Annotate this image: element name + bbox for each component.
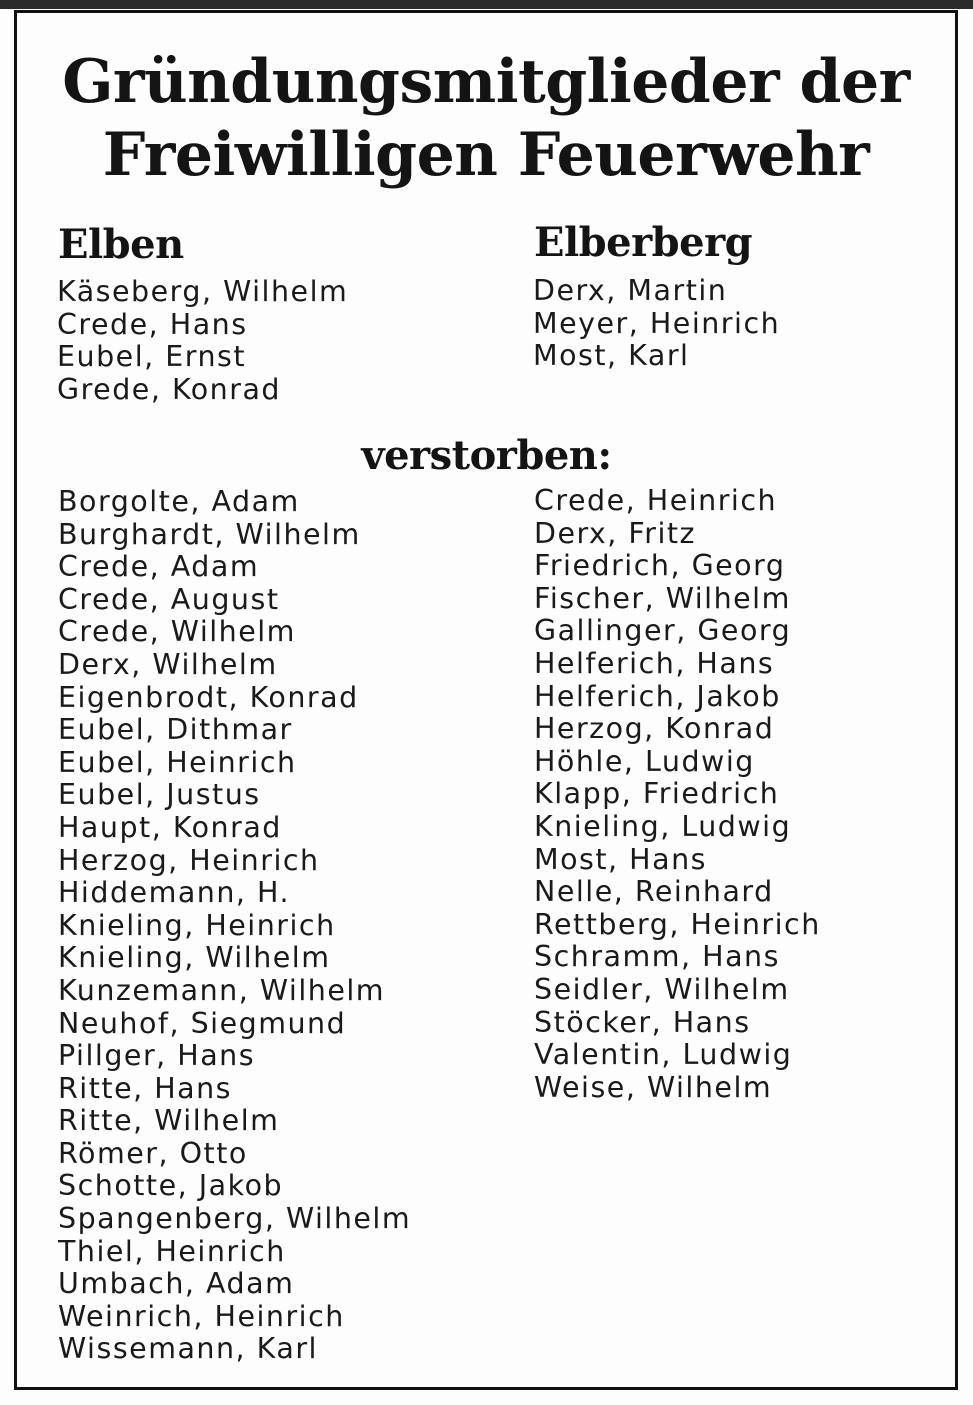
deceased-member-name: Haupt, Konrad xyxy=(58,810,282,844)
deceased-member-name: Kunzemann, Wilhelm xyxy=(58,973,386,1007)
deceased-member-name: Spangenberg, Wilhelm xyxy=(58,1202,412,1236)
deceased-member-name: Wissemann, Karl xyxy=(58,1332,318,1366)
deceased-member-name: Helferich, Hans xyxy=(534,646,775,680)
deceased-member-name: Knieling, Wilhelm xyxy=(58,941,331,975)
page-title-line-2: Freiwilligen Feuerwehr xyxy=(102,120,870,190)
deceased-member-name: Neuhof, Siegmund xyxy=(58,1006,347,1040)
deceased-list-right xyxy=(534,485,821,1104)
member-list-elben xyxy=(57,276,348,406)
deceased-member-name: Valentin, Ludwig xyxy=(534,1038,793,1072)
deceased-member-name: Höhle, Ludwig xyxy=(534,744,755,778)
deceased-member-name: Herzog, Konrad xyxy=(534,712,775,746)
member-name: Meyer, Heinrich xyxy=(533,306,781,340)
deceased-member-name: Eubel, Dithmar xyxy=(58,713,293,747)
member-name: Crede, Hans xyxy=(57,307,248,341)
member-name: Most, Karl xyxy=(533,339,690,373)
deceased-member-name: Most, Hans xyxy=(534,842,707,876)
deceased-member-name: Derx, Fritz xyxy=(534,516,697,550)
deceased-list-left xyxy=(58,486,411,1366)
member-name: Käseberg, Wilhelm xyxy=(57,275,349,308)
deceased-member-name: Knieling, Heinrich xyxy=(58,908,336,942)
deceased-member-name: Crede, Heinrich xyxy=(534,484,778,517)
deceased-member-name: Eubel, Justus xyxy=(58,778,261,812)
deceased-member-name: Eubel, Heinrich xyxy=(58,745,297,779)
deceased-member-name: Burghardt, Wilhelm xyxy=(58,517,361,551)
deceased-member-name: Borgolte, Adam xyxy=(58,485,300,518)
deceased-member-name: Thiel, Heinrich xyxy=(58,1234,286,1268)
deceased-member-name: Stöcker, Hans xyxy=(534,1005,751,1039)
member-name: Derx, Martin xyxy=(533,274,728,307)
deceased-member-name: Herzog, Heinrich xyxy=(58,843,320,877)
deceased-member-name: Fischer, Wilhelm xyxy=(534,581,791,615)
deceased-member-name: Rettberg, Heinrich xyxy=(534,907,821,941)
deceased-member-name: Pillger, Hans xyxy=(58,1039,256,1073)
deceased-member-name: Ritte, Wilhelm xyxy=(58,1104,280,1138)
deceased-member-name: Crede, August xyxy=(58,582,280,616)
member-name: Eubel, Ernst xyxy=(57,340,247,374)
member-name: Grede, Konrad xyxy=(57,372,281,406)
section-heading-deceased: verstorben: xyxy=(361,432,612,479)
deceased-member-name: Seidler, Wilhelm xyxy=(534,972,790,1006)
deceased-member-name: Helferich, Jakob xyxy=(534,679,781,713)
scan-edge xyxy=(0,0,973,9)
deceased-member-name: Schotte, Jakob xyxy=(58,1169,284,1203)
deceased-member-name: Nelle, Reinhard xyxy=(534,875,774,909)
deceased-member-name: Crede, Wilhelm xyxy=(58,615,296,649)
deceased-member-name: Eigenbrodt, Konrad xyxy=(58,680,359,714)
deceased-member-name: Weinrich, Heinrich xyxy=(58,1299,345,1333)
deceased-member-name: Hiddemann, H. xyxy=(58,876,291,910)
deceased-member-name: Schramm, Hans xyxy=(534,940,780,974)
section-heading-elben: Elben xyxy=(58,221,184,268)
deceased-member-name: Klapp, Friedrich xyxy=(534,777,780,811)
deceased-member-name: Knieling, Ludwig xyxy=(534,809,792,843)
deceased-member-name: Weise, Wilhelm xyxy=(534,1070,773,1104)
deceased-member-name: Gallinger, Georg xyxy=(534,614,792,648)
deceased-member-name: Crede, Adam xyxy=(58,550,260,584)
page-title-line-1: Gründungsmitglieder der xyxy=(62,47,910,117)
deceased-member-name: Derx, Wilhelm xyxy=(58,647,278,681)
deceased-member-name: Umbach, Adam xyxy=(58,1267,295,1301)
section-heading-elberberg: Elberberg xyxy=(534,219,753,266)
deceased-member-name: Ritte, Hans xyxy=(58,1071,233,1105)
member-list-elberberg xyxy=(533,275,780,373)
deceased-member-name: Römer, Otto xyxy=(58,1136,248,1170)
deceased-member-name: Friedrich, Georg xyxy=(534,549,786,583)
